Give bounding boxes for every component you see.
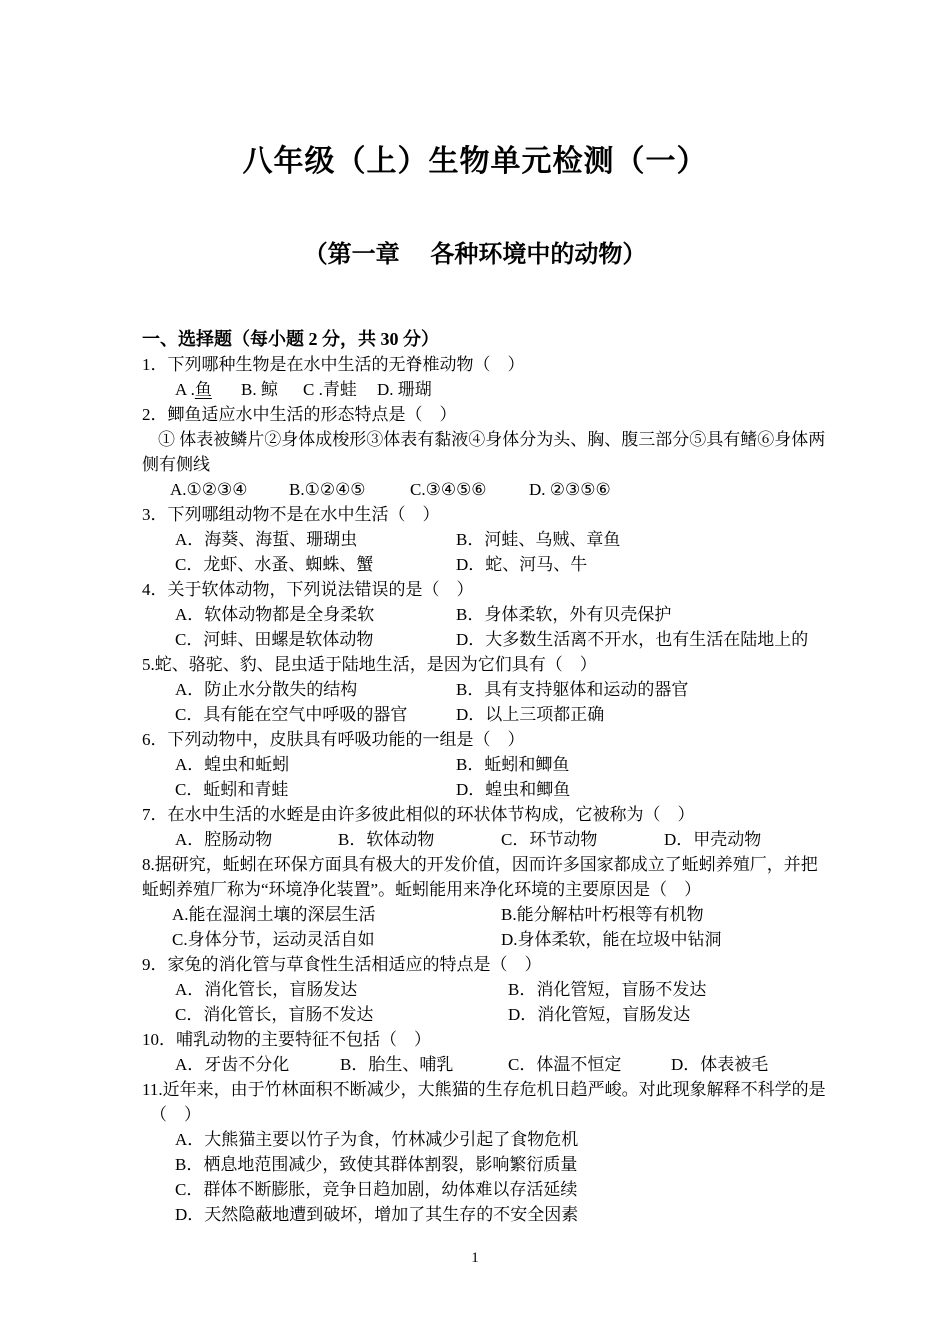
q11-option-d: D．天然隐蔽地遭到破坏，增加了其生存的不安全因素 [175, 1205, 579, 1224]
q4-option-a: A．软体动物都是全身柔软 [175, 605, 375, 624]
q8-option-b: B.能分解枯叶朽根等有机物 [501, 905, 704, 924]
q2-option-c: C.③④⑤⑥ [410, 480, 487, 499]
q6-option-a: A．蝗虫和蚯蚓 [175, 755, 290, 774]
q4-option-d: D．大多数生活离不开水，也有生活在陆地上的 [456, 630, 809, 649]
q5-stem: 5.蛇、骆驼、豹、昆虫适于陆地生活，是因为它们具有（ ） [142, 655, 597, 674]
q8-options-row2 [142, 927, 852, 952]
q10-options [142, 1052, 852, 1077]
q3-stem: 3．下列哪组动物不是在水中生活（ ） [142, 505, 440, 524]
q1-option-c: C .青蛙 [303, 380, 357, 399]
q5-option-b: B．具有支持躯体和运动的器官 [456, 680, 689, 699]
q11-option-c: C．群体不断膨胀，竞争日趋加剧，幼体难以存活延续 [175, 1180, 578, 1199]
q3-option-c: C．龙虾、水蚤、蜘蛛、蟹 [175, 555, 374, 574]
q9-option-a: A．消化管长，盲肠发达 [175, 980, 358, 999]
q11-stem-line2 [142, 1102, 852, 1127]
q1-option-a [175, 377, 212, 402]
q8-option-d: D.身体柔软，能在垃圾中钻洞 [501, 930, 722, 949]
q6-option-c: C．蚯蚓和青蛙 [175, 780, 289, 799]
q2-stem-cont2: 侧有侧线 [142, 455, 210, 474]
page-number: 1 [471, 1250, 479, 1266]
q2-option-a: A.①②③④ [170, 480, 248, 499]
q6-options-row1 [142, 752, 852, 777]
q5-option-a: A．防止水分散失的结构 [175, 680, 358, 699]
q2-stem: 2．鲫鱼适应水中生活的形态特点是（ ） [142, 405, 457, 424]
q1-option-a-underlined: 鱼 [194, 380, 212, 399]
q5-options-row1 [142, 677, 852, 702]
q10-option-a: A．牙齿不分化 [175, 1055, 290, 1074]
q7-option-a: A．腔肠动物 [175, 830, 273, 849]
q3-options-row1 [142, 527, 852, 552]
q6-option-b: B．蚯蚓和鲫鱼 [456, 755, 570, 774]
exam-body [142, 326, 852, 1227]
section-heading: 一、选择题（每小题 2 分，共 30 分） [142, 329, 439, 349]
q4-stem: 4．关于软体动物，下列说法错误的是（ ） [142, 580, 474, 599]
q6-option-d: D．蝗虫和鲫鱼 [456, 780, 571, 799]
q7-stem: 7．在水中生活的水蛭是由许多彼此相似的环状体节构成，它被称为（ ） [142, 805, 695, 824]
q4-options-row2 [142, 627, 852, 652]
q6-options-row2 [142, 777, 852, 802]
q5-option-c: C．具有能在空气中呼吸的器官 [175, 705, 408, 724]
q2-stem-cont1 [142, 427, 852, 452]
q2-options [142, 477, 852, 502]
q3-options-row2 [142, 552, 852, 577]
q11-option-a: A．大熊猫主要以竹子为食，竹林减少引起了食物危机 [175, 1130, 579, 1149]
doc-title: 八年级（上）生物单元检测（一） [242, 145, 708, 178]
doc-subtitle: （第一章 各种环境中的动物） [303, 241, 647, 268]
q4-option-c: C．河蚌、田螺是软体动物 [175, 630, 374, 649]
q9-option-c: C．消化管长，盲肠不发达 [175, 1005, 374, 1024]
q11-option-b: B．栖息地范围减少，致使其群体割裂，影响繁衍质量 [175, 1155, 578, 1174]
q7-options [142, 827, 852, 852]
q1-options [142, 377, 852, 402]
q9-option-b: B．消化管短，盲肠不发达 [508, 980, 707, 999]
q11-stem-line1: 11.近年来，由于竹林面积不断减少，大熊猫的生存危机日趋严峻。对此现象解释不科学的是 [142, 1080, 826, 1099]
q3-option-b: B．河蛙、乌贼、章鱼 [456, 530, 621, 549]
q9-option-d: D．消化管短，盲肠发达 [508, 1005, 691, 1024]
q10-option-d: D．体表被毛 [671, 1055, 769, 1074]
q8-option-a: A.能在湿润土壤的深层生活 [172, 905, 376, 924]
q9-options-row1 [142, 977, 852, 1002]
q8-stem-line1: 8.据研究，蚯蚓在环保方面具有极大的开发价值，因而许多国家都成立了蚯蚓养殖厂，并把 [142, 855, 818, 874]
q8-stem-line2: 蚯蚓养殖厂称为“环境净化装置”。蚯蚓能用来净化环境的主要原因是（ ） [142, 880, 702, 899]
q9-options-row2 [142, 1002, 852, 1027]
q10-option-c: C．体温不恒定 [508, 1055, 622, 1074]
q1-option-a-label: A . [175, 380, 195, 399]
q8-options-row1 [142, 902, 852, 927]
q5-option-d: D．以上三项都正确 [456, 705, 605, 724]
q4-options-row1 [142, 602, 852, 627]
q2-cont1-text: ① 体表被鳞片②身体成梭形③体表有黏液④身体分为头、胸、腹三部分⑤具有鳍⑥身体两 [158, 430, 826, 449]
q5-options-row2 [142, 702, 852, 727]
q3-option-d: D．蛇、河马、牛 [456, 555, 588, 574]
q7-option-c: C．环节动物 [501, 830, 598, 849]
q10-option-b: B．胎生、哺乳 [340, 1055, 454, 1074]
q11-answer-blank: （ ） [150, 1105, 201, 1124]
q7-option-b: B．软体动物 [338, 830, 435, 849]
q4-option-b: B．身体柔软，外有贝壳保护 [456, 605, 672, 624]
q2-option-b: B.①②④⑤ [289, 480, 366, 499]
q10-stem: 10．哺乳动物的主要特征不包括（ ） [142, 1030, 431, 1049]
q9-stem: 9．家兔的消化管与草食性生活相适应的特点是（ ） [142, 955, 542, 974]
q1-option-b: B. 鲸 [241, 380, 278, 399]
q1-option-d: D. 珊瑚 [377, 380, 432, 399]
q11-option-b-row [142, 1152, 852, 1177]
q3-option-a: A．海葵、海蜇、珊瑚虫 [175, 530, 358, 549]
q8-option-c: C.身体分节，运动灵活自如 [172, 930, 375, 949]
q6-stem: 6．下列动物中，皮肤具有呼吸功能的一组是（ ） [142, 730, 525, 749]
q11-option-d-row [142, 1202, 852, 1227]
q11-option-c-row [142, 1177, 852, 1202]
q7-option-d: D．甲壳动物 [664, 830, 762, 849]
q1-stem: 1．下列哪种生物是在水中生活的无脊椎动物（ ） [142, 355, 525, 374]
q2-option-d: D. ②③⑤⑥ [529, 480, 611, 499]
q11-option-a-row [142, 1127, 852, 1152]
